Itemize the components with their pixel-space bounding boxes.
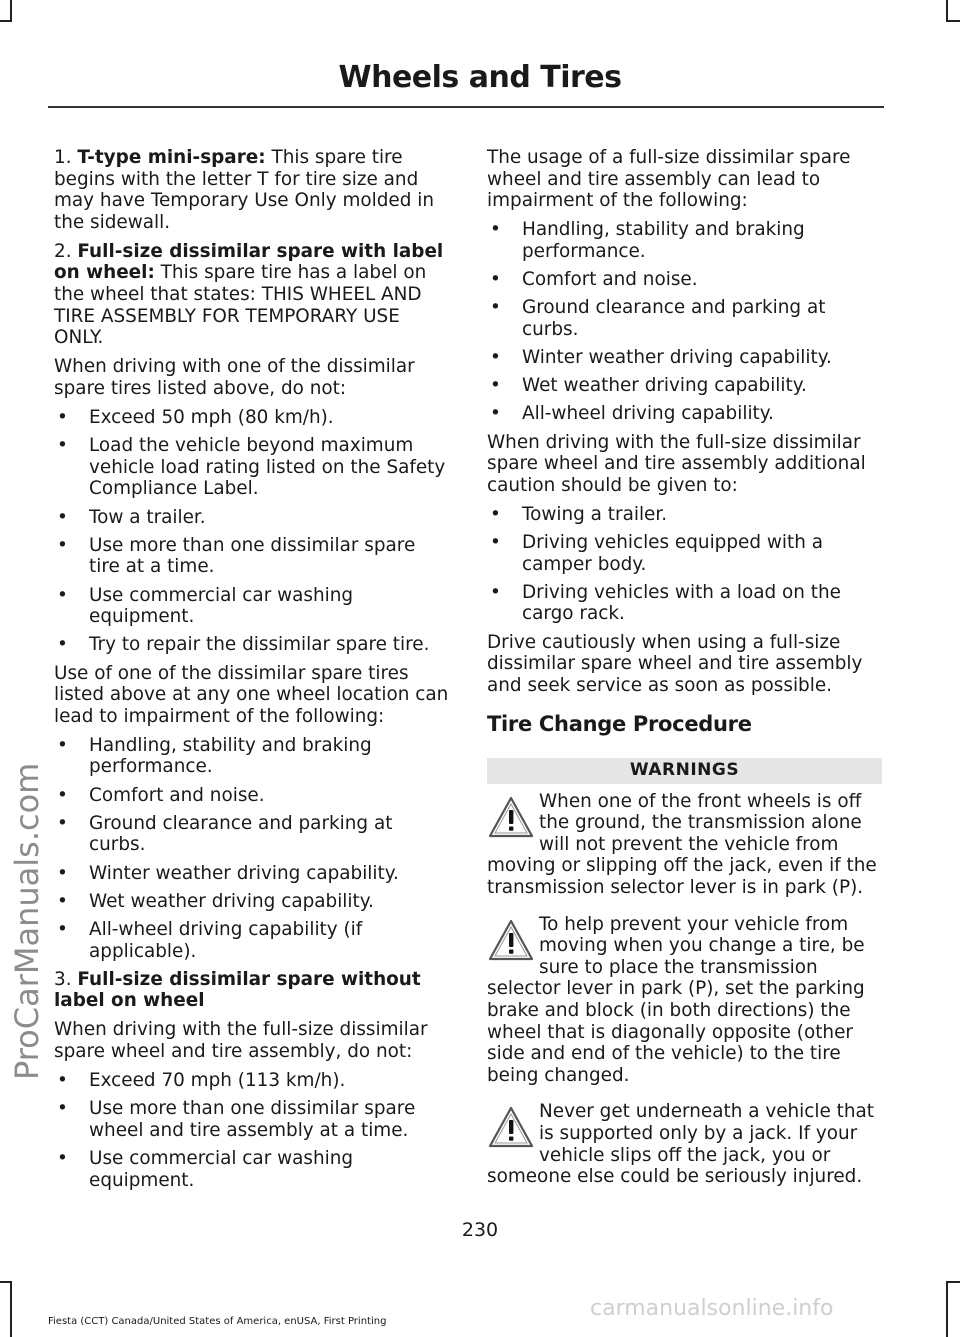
page-number: 230: [461, 1219, 499, 1241]
crop-mark: [0, 20, 12, 22]
header-divider: [48, 106, 884, 108]
bullet-list: [54, 735, 449, 962]
list-item: • Wet weather driving capability.: [54, 891, 449, 913]
paragraph-text: Drive cautiously when using a full-size dissimilar spare wheel and tire assembly and seek service as soon as possible.: [487, 631, 863, 696]
paragraph-text: When driving with the full-size dissimilar spare wheel and tire assembly additional caution should be given to:: [487, 431, 866, 496]
list-item: • Towing a trailer.: [487, 504, 882, 526]
list-item: • Ground clearance and parking at curbs.: [54, 813, 449, 856]
list-item: • Use more than one dissimilar spare tire at a time.: [54, 535, 449, 578]
section-heading: Tire Change Procedure: [487, 712, 752, 737]
paragraph-text: When driving with one of the dissimilar spare tires listed above, do not:: [54, 356, 415, 399]
list-item: • Handling, stability and braking performance.: [487, 219, 882, 262]
list-item: • Exceed 70 mph (113 km/h).: [54, 1070, 449, 1092]
bullet-list: [54, 407, 449, 656]
left-column: [54, 147, 449, 1198]
crop-mark: [10, 1281, 12, 1337]
list-item: • Use commercial car washing equipment.: [54, 1148, 449, 1191]
list-item: • Exceed 50 mph (80 km/h).: [54, 407, 449, 429]
paragraph-no-label-spare: 3. Full-size dissimilar spare without label on wheel: [54, 968, 421, 1012]
warning-triangle-icon: [487, 1105, 535, 1149]
crop-mark: [946, 0, 948, 20]
warning-triangle-icon: [487, 918, 535, 962]
list-item: • Comfort and noise.: [487, 269, 882, 291]
bullet-list: [54, 1070, 449, 1191]
list-item: • Handling, stability and braking performance.: [54, 735, 449, 778]
list-item: • Winter weather driving capability.: [487, 347, 882, 369]
warning-triangle-icon: [487, 795, 535, 839]
crop-mark: [946, 20, 960, 22]
paragraph-text: Use of one of the dissimilar spare tires listed above at any one wheel location can lead to impairment of the following:: [54, 662, 449, 727]
list-item: • Load the vehicle beyond maximum vehicle load rating listed on the Safety Compliance Label.: [54, 435, 449, 500]
bullet-list: [487, 219, 882, 425]
list-item: • All-wheel driving capability (if applicable).: [54, 919, 449, 962]
list-item: • Driving vehicles with a load on the cargo rack.: [487, 582, 882, 625]
list-item: • Ground clearance and parking at curbs.: [487, 297, 882, 340]
list-item: • Wet weather driving capability.: [487, 375, 882, 397]
crop-mark: [946, 1281, 948, 1337]
footer-watermark: carmanualsonline.info: [590, 1296, 834, 1321]
paragraph-label-spare: 2. Full-size dissimilar spare with label on wheel: This spare tire has a label on the wheel that states: THIS WHEEL AND TIRE ASSEMBLY FOR TEMPORARY USE ONLY.: [54, 240, 444, 349]
crop-mark: [946, 1281, 960, 1283]
list-item: • All-wheel driving capability.: [487, 403, 882, 425]
warning-block: [487, 791, 882, 899]
list-item: • Use more than one dissimilar spare wheel and tire assembly at a time.: [54, 1098, 449, 1141]
footer-text: Fiesta (CCT) Canada/United States of America, enUSA, First Printing: [48, 1316, 387, 1327]
warning-text: When one of the front wheels is off the ground, the transmission alone will not prevent the vehicle from moving or slipping off the jack, even if the transmission selector lever is in park (P).: [487, 790, 877, 898]
list-item: • Driving vehicles equipped with a camper body.: [487, 532, 882, 575]
warning-text: Never get underneath a vehicle that is supported only by a jack. If your vehicle slips off the jack, you or someone else could be seriously injured.: [487, 1101, 875, 1188]
list-item: • Tow a trailer.: [54, 507, 449, 529]
paragraph-text: When driving with the full-size dissimilar spare wheel and tire assembly, do not:: [54, 1019, 428, 1062]
list-item: • Use commercial car washing equipment.: [54, 585, 449, 628]
paragraph-text: The usage of a full-size dissimilar spare wheel and tire assembly can lead to impairment of the following:: [487, 147, 851, 212]
list-item: • Winter weather driving capability.: [54, 863, 449, 885]
list-item: • Comfort and noise.: [54, 785, 449, 807]
crop-mark: [10, 0, 12, 20]
warning-text: To help prevent your vehicle from moving when you change a tire, be sure to place the transmission selector lever in park (P), set the parking brake and block (in both directions) the wheel that is diagonally opposite (other side and end of the vehicle) to the tire being changed.: [487, 913, 865, 1086]
warning-block: [487, 1101, 882, 1187]
warnings-header: WARNINGS: [487, 758, 882, 784]
warning-block: [487, 914, 882, 1087]
page-title: Wheels and Tires: [338, 60, 622, 95]
right-column: [487, 147, 882, 1203]
bullet-list: [487, 504, 882, 625]
watermark: ProCarManuals.com: [8, 762, 46, 1080]
crop-mark: [0, 1281, 12, 1283]
paragraph-t-type: 1. T-type mini-spare: This spare tire begins with the letter T for tire size and may have Temporary Use Only molded in the sidewall.: [54, 147, 434, 233]
list-item: • Try to repair the dissimilar spare tire.: [54, 634, 449, 656]
